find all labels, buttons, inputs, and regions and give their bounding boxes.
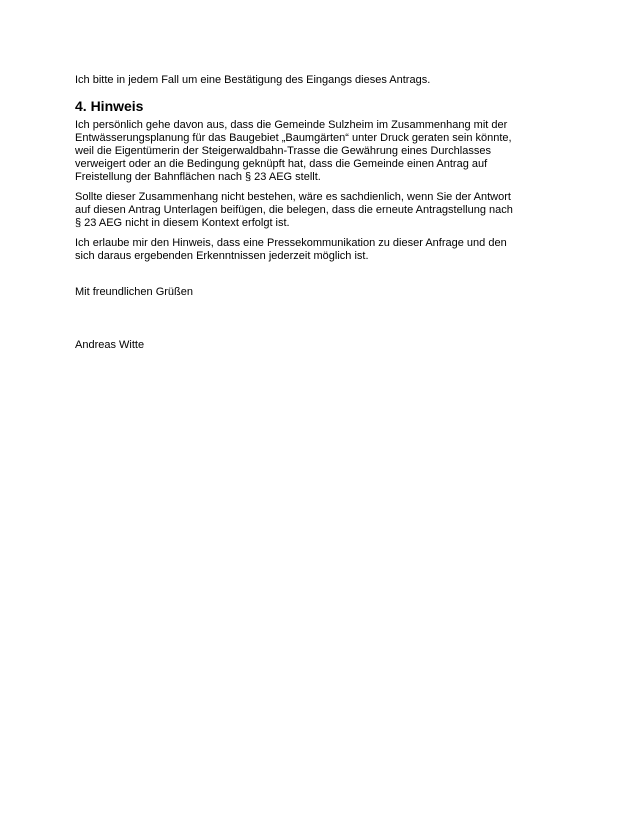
document-body bbox=[75, 74, 545, 359]
text-line: weil die Eigentümerin der Steigerwaldbahn-Trasse die Gewährung eines Durchlasses bbox=[75, 145, 491, 157]
text-line: Ich bitte in jedem Fall um eine Bestätigung des Eingangs dieses Antrags. bbox=[75, 74, 431, 86]
text-line: Freistellung der Bahnflächen nach § 23 AEG stellt. bbox=[75, 171, 321, 183]
paragraph-press-notice bbox=[75, 237, 545, 263]
text-line: Ich persönlich gehe davon aus, dass die Gemeinde Sulzheim im Zusammenhang mit der bbox=[75, 119, 508, 131]
closing-salutation bbox=[75, 286, 545, 299]
intro-paragraph bbox=[75, 74, 545, 87]
text-line: Mit freundlichen Grüßen bbox=[75, 286, 193, 298]
text-line: Entwässerungsplanung für das Baugebiet „Baumgärten“ unter Druck geraten sein könnte, bbox=[75, 132, 512, 144]
text-line: sich daraus ergebenden Erkenntnissen jederzeit möglich ist. bbox=[75, 250, 369, 262]
text-line: Ich erlaube mir den Hinweis, dass eine Pressekommunikation zu dieser Anfrage und den bbox=[75, 237, 507, 249]
text-line: Andreas Witte bbox=[75, 339, 145, 351]
signature-name bbox=[75, 339, 545, 352]
text-line: Sollte dieser Zusammenhang nicht bestehen, wäre es sachdienlich, wenn Sie der Antwort bbox=[75, 191, 511, 203]
text-line: § 23 AEG nicht in diesem Kontext erfolgt ist. bbox=[75, 217, 290, 229]
text-line: verweigert oder an die Bedingung geknüpft hat, dass die Gemeinde einen Antrag auf bbox=[75, 158, 488, 170]
text-line: auf diesen Antrag Unterlagen beifügen, die belegen, dass die erneute Antragstellung nach bbox=[75, 204, 513, 216]
paragraph-request-documents bbox=[75, 191, 545, 230]
section-heading: 4. Hinweis bbox=[75, 98, 144, 114]
paragraph-assumption bbox=[75, 119, 545, 184]
